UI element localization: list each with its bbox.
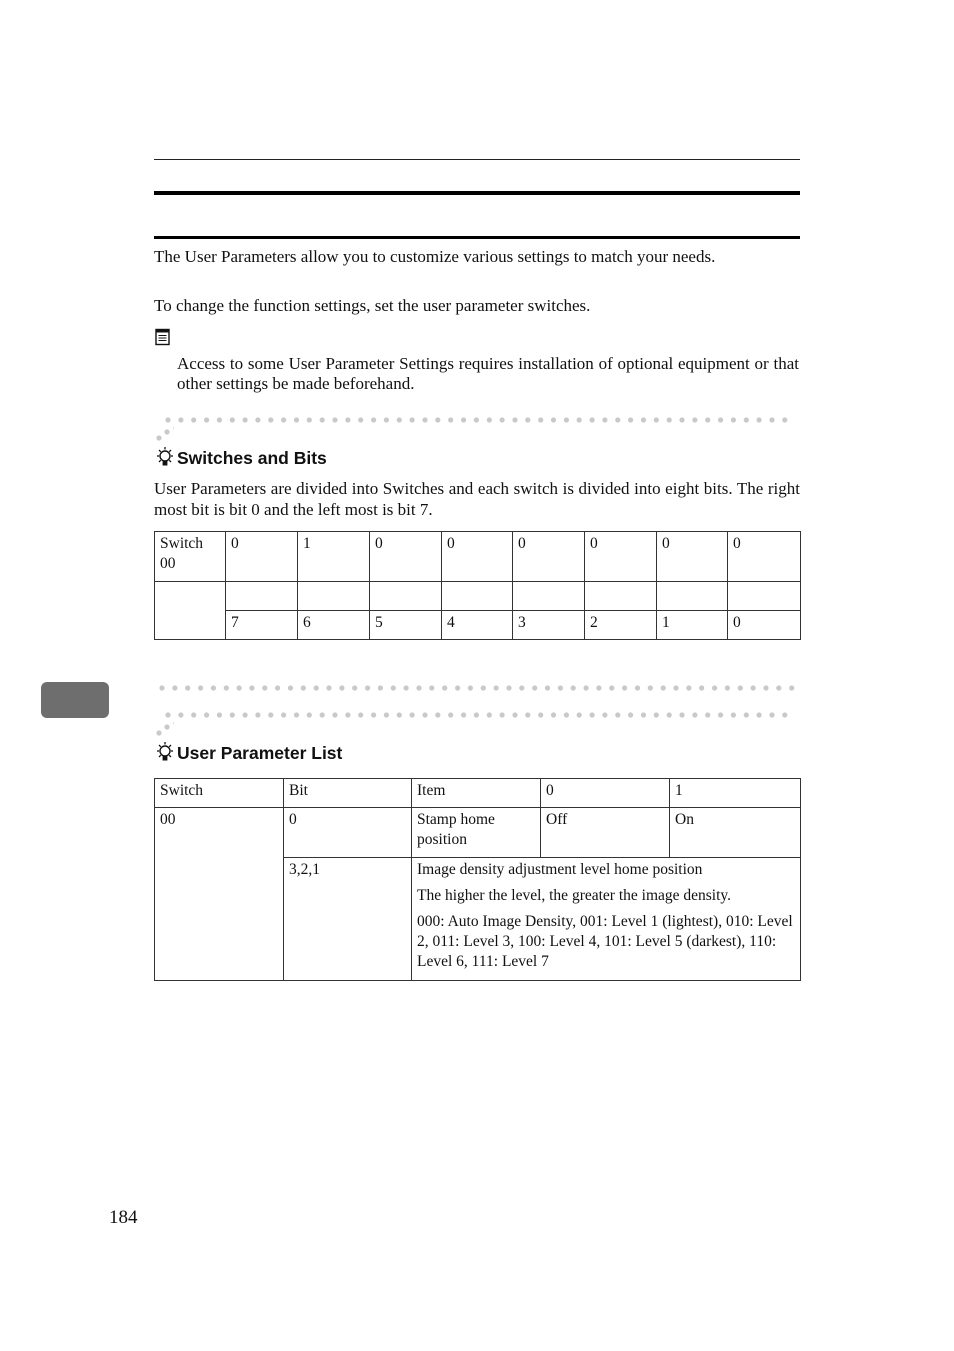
heading-switches-label: Switches and Bits [177, 447, 327, 468]
bit-value-cell: 0 [728, 532, 801, 582]
header-bit: Bit [284, 779, 412, 808]
lightbulb-icon [154, 741, 176, 765]
bit-number-cell: 0 [728, 611, 801, 640]
switch-bits-table [154, 531, 801, 640]
header-value-1: 1 [670, 779, 801, 808]
bit-number-cell: 7 [226, 611, 298, 640]
description-cell [412, 858, 801, 981]
dotted-corner-2 [154, 719, 174, 743]
page-number: 184 [109, 1207, 138, 1228]
bit-value-cell: 0 [226, 532, 298, 582]
header-item: Item [412, 779, 541, 808]
intro-paragraph-1: The User Parameters allow you to customize various settings to match your needs. [154, 247, 716, 266]
bit-value-cell: 0 [513, 532, 585, 582]
item-cell: Stamp home position [412, 808, 541, 858]
bit-number-cell: 3 [513, 611, 585, 640]
heading-user-parameter-list [154, 741, 342, 765]
intro-paragraph-2: To change the function settings, set the user parameter switches. [154, 296, 591, 315]
off-cell: Off [541, 808, 670, 858]
dotted-corner-1 [154, 424, 174, 448]
lightbulb-icon [154, 446, 176, 470]
title-rule-top [154, 191, 800, 195]
header-rule-thin [154, 159, 800, 160]
bit-value-cell: 0 [657, 532, 728, 582]
note-text: Access to some User Parameter Settings requires installation of optional equipment or that other settings be made beforehand. [177, 354, 799, 393]
bit-value-cell: 0 [370, 532, 442, 582]
bit-number-cell: 6 [298, 611, 370, 640]
note-icon [155, 328, 171, 346]
dotted-divider-1 [154, 416, 800, 424]
empty-cell [442, 582, 513, 611]
dotted-divider-3 [154, 711, 800, 719]
switch-cell: 00 [155, 808, 284, 981]
bit-value-cell: 0 [585, 532, 657, 582]
empty-cell [585, 582, 657, 611]
description-levels: 000: Auto Image Density, 001: Level 1 (lightest), 010: Level 2, 011: Level 3, 100: Level 4, 101: Level 5 (darkest), 110: Level 6, 111: Level 7 [417, 913, 793, 970]
switch-label-cell: Switch 00 [155, 532, 226, 582]
description-title: Image density adjustment level home position [417, 861, 703, 878]
bit-number-cell: 5 [370, 611, 442, 640]
empty-cell [226, 582, 298, 611]
on-cell: On [670, 808, 801, 858]
dotted-divider-2 [154, 684, 800, 692]
bit-value-cell: 1 [298, 532, 370, 582]
bit-number-cell: 1 [657, 611, 728, 640]
empty-cell [513, 582, 585, 611]
empty-cell [370, 582, 442, 611]
empty-cell [657, 582, 728, 611]
chapter-tab [41, 682, 109, 718]
bit-number-cell: 4 [442, 611, 513, 640]
description-note: The higher the level, the greater the image density. [417, 887, 732, 904]
bit-cell: 3,2,1 [284, 858, 412, 981]
bit-value-cell: 0 [442, 532, 513, 582]
parameter-list-table [154, 778, 801, 981]
heading-list-label: User Parameter List [177, 742, 343, 763]
empty-cell [155, 582, 226, 640]
bit-number-cell: 2 [585, 611, 657, 640]
empty-cell [728, 582, 801, 611]
bit-cell: 0 [284, 808, 412, 858]
header-value-0: 0 [541, 779, 670, 808]
switches-body: User Parameters are divided into Switches and each switch is divided into eight bits. The right most bit is bit 0 and the left most is bit 7. [154, 479, 800, 519]
title-rule-bottom [154, 236, 800, 239]
empty-cell [298, 582, 370, 611]
heading-switches-and-bits [154, 446, 327, 470]
header-switch: Switch [155, 779, 284, 808]
